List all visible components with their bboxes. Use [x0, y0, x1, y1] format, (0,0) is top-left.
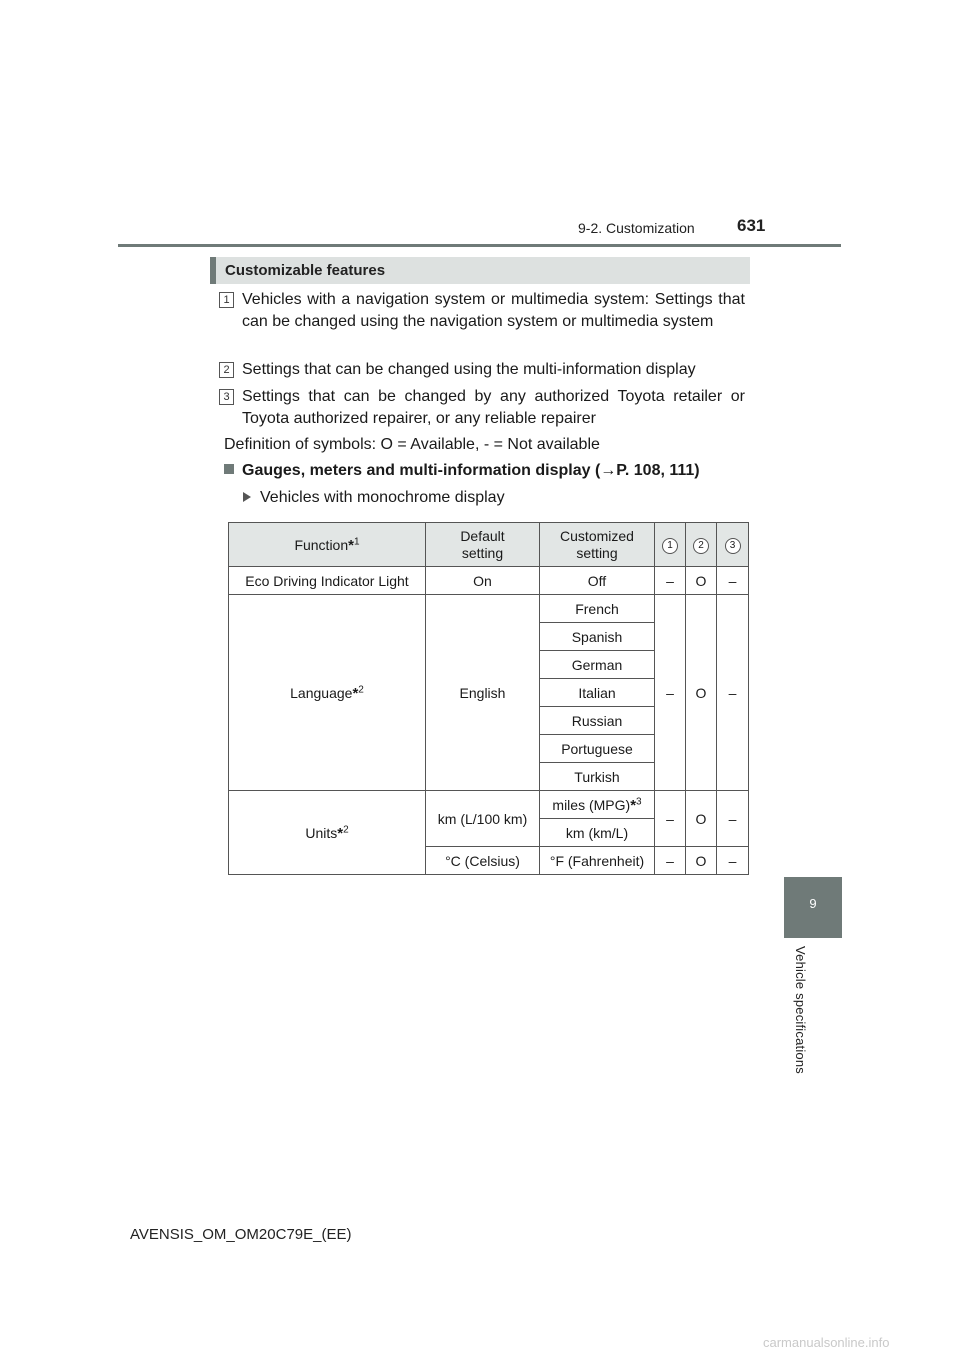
customization-table [228, 522, 749, 875]
units-distance-option-label: miles (MPG) [552, 796, 631, 813]
chapter-number: 9 [809, 896, 817, 911]
header-function-label: Function [294, 536, 349, 553]
language-c2: O [686, 595, 717, 791]
chapter-tab-divider [784, 936, 842, 938]
table-header-row [229, 523, 749, 567]
language-default: English [426, 595, 540, 791]
item-number-1: 1 [219, 292, 234, 308]
header-customized [540, 523, 655, 567]
units-temp-c3: – [717, 847, 749, 875]
units-distance-c2: O [686, 791, 717, 847]
watermark: carmanualsonline.info [763, 1335, 890, 1350]
section-title-accent [210, 257, 216, 284]
units-temp-custom: °F (Fahrenheit) [540, 847, 655, 875]
units-temp-default: °C (Celsius) [426, 847, 540, 875]
square-bullet-icon [224, 464, 234, 474]
document-footer: AVENSIS_OM_OM20C79E_(EE) [130, 1226, 352, 1243]
subsubsection-title: Vehicles with monochrome display [260, 489, 505, 506]
footnote-number: 2 [343, 823, 349, 835]
subsection-heading [224, 462, 700, 480]
footnote-star: * [348, 536, 354, 554]
item-text-3: Settings that can be changed by any authorized Toyota retailer or Toyota authorized repairer, or any reliable repairer [242, 388, 745, 427]
item-number-2: 2 [219, 362, 234, 378]
header-default-label: Default setting [460, 527, 505, 561]
table-row [229, 595, 749, 623]
header-col-1 [655, 523, 686, 567]
footnote-star: * [352, 684, 359, 702]
language-option: Turkish [540, 763, 655, 791]
eco-c3: – [717, 567, 749, 595]
language-option: Russian [540, 707, 655, 735]
circle-number-2: 2 [693, 538, 709, 554]
units-distance-c3: – [717, 791, 749, 847]
table-row [229, 567, 749, 595]
eco-c1: – [655, 567, 686, 595]
section-breadcrumb: 9-2. Customization [578, 220, 695, 236]
footnote-number: 3 [636, 795, 642, 807]
footnote-star: * [337, 824, 344, 842]
chapter-tab[interactable] [784, 877, 842, 936]
item-number-3: 3 [219, 389, 234, 405]
triangle-bullet-icon [243, 492, 251, 502]
footnote-number: 1 [353, 535, 360, 547]
language-option: Spanish [540, 623, 655, 651]
units-distance-default: km (L/100 km) [426, 791, 540, 847]
header-customized-label: Customized setting [560, 527, 634, 561]
arrow-icon: → [600, 462, 617, 479]
eco-default: On [426, 567, 540, 595]
symbol-definition: Definition of symbols: O = Available, - = Not available [224, 436, 600, 453]
units-distance-c1: – [655, 791, 686, 847]
language-label: Language [290, 684, 353, 701]
footnote-star: * [630, 796, 637, 814]
language-option: Italian [540, 679, 655, 707]
units-distance-option: km (km/L) [540, 819, 655, 847]
circle-number-3: 3 [725, 538, 741, 554]
units-function [229, 791, 426, 875]
subsection-title: Gauges, meters and multi-information display ( [242, 462, 601, 479]
header-col-2 [686, 523, 717, 567]
page-number: 631 [737, 216, 766, 235]
page-reference-link[interactable]: P. 108, 111) [616, 462, 700, 479]
language-c3: – [717, 595, 749, 791]
section-title: Customizable features [225, 262, 386, 279]
footnote-number: 2 [358, 683, 364, 695]
units-label: Units [305, 824, 338, 841]
language-option: German [540, 651, 655, 679]
section-title-bar [210, 257, 750, 284]
units-temp-c2: O [686, 847, 717, 875]
header-function [229, 523, 426, 567]
header-divider [118, 244, 841, 247]
language-option: Portuguese [540, 735, 655, 763]
table-row [229, 791, 749, 819]
chapter-title: Vehicle specifications [793, 946, 808, 1074]
units-temp-c1: – [655, 847, 686, 875]
subsubsection-heading [243, 489, 505, 507]
circle-number-1: 1 [662, 538, 678, 554]
eco-custom: Off [540, 567, 655, 595]
language-function [229, 595, 426, 791]
eco-c2: O [686, 567, 717, 595]
language-option: French [540, 595, 655, 623]
item-text-1: Vehicles with a navigation system or multimedia system: Settings that can be changed using the navigation system or multimedia system [242, 291, 745, 330]
header-col-3 [717, 523, 749, 567]
item-text-2: Settings that can be changed using the multi-information display [242, 361, 696, 378]
header-default [426, 523, 540, 567]
language-c1: – [655, 595, 686, 791]
units-distance-option [540, 791, 655, 819]
eco-function: Eco Driving Indicator Light [229, 567, 426, 595]
